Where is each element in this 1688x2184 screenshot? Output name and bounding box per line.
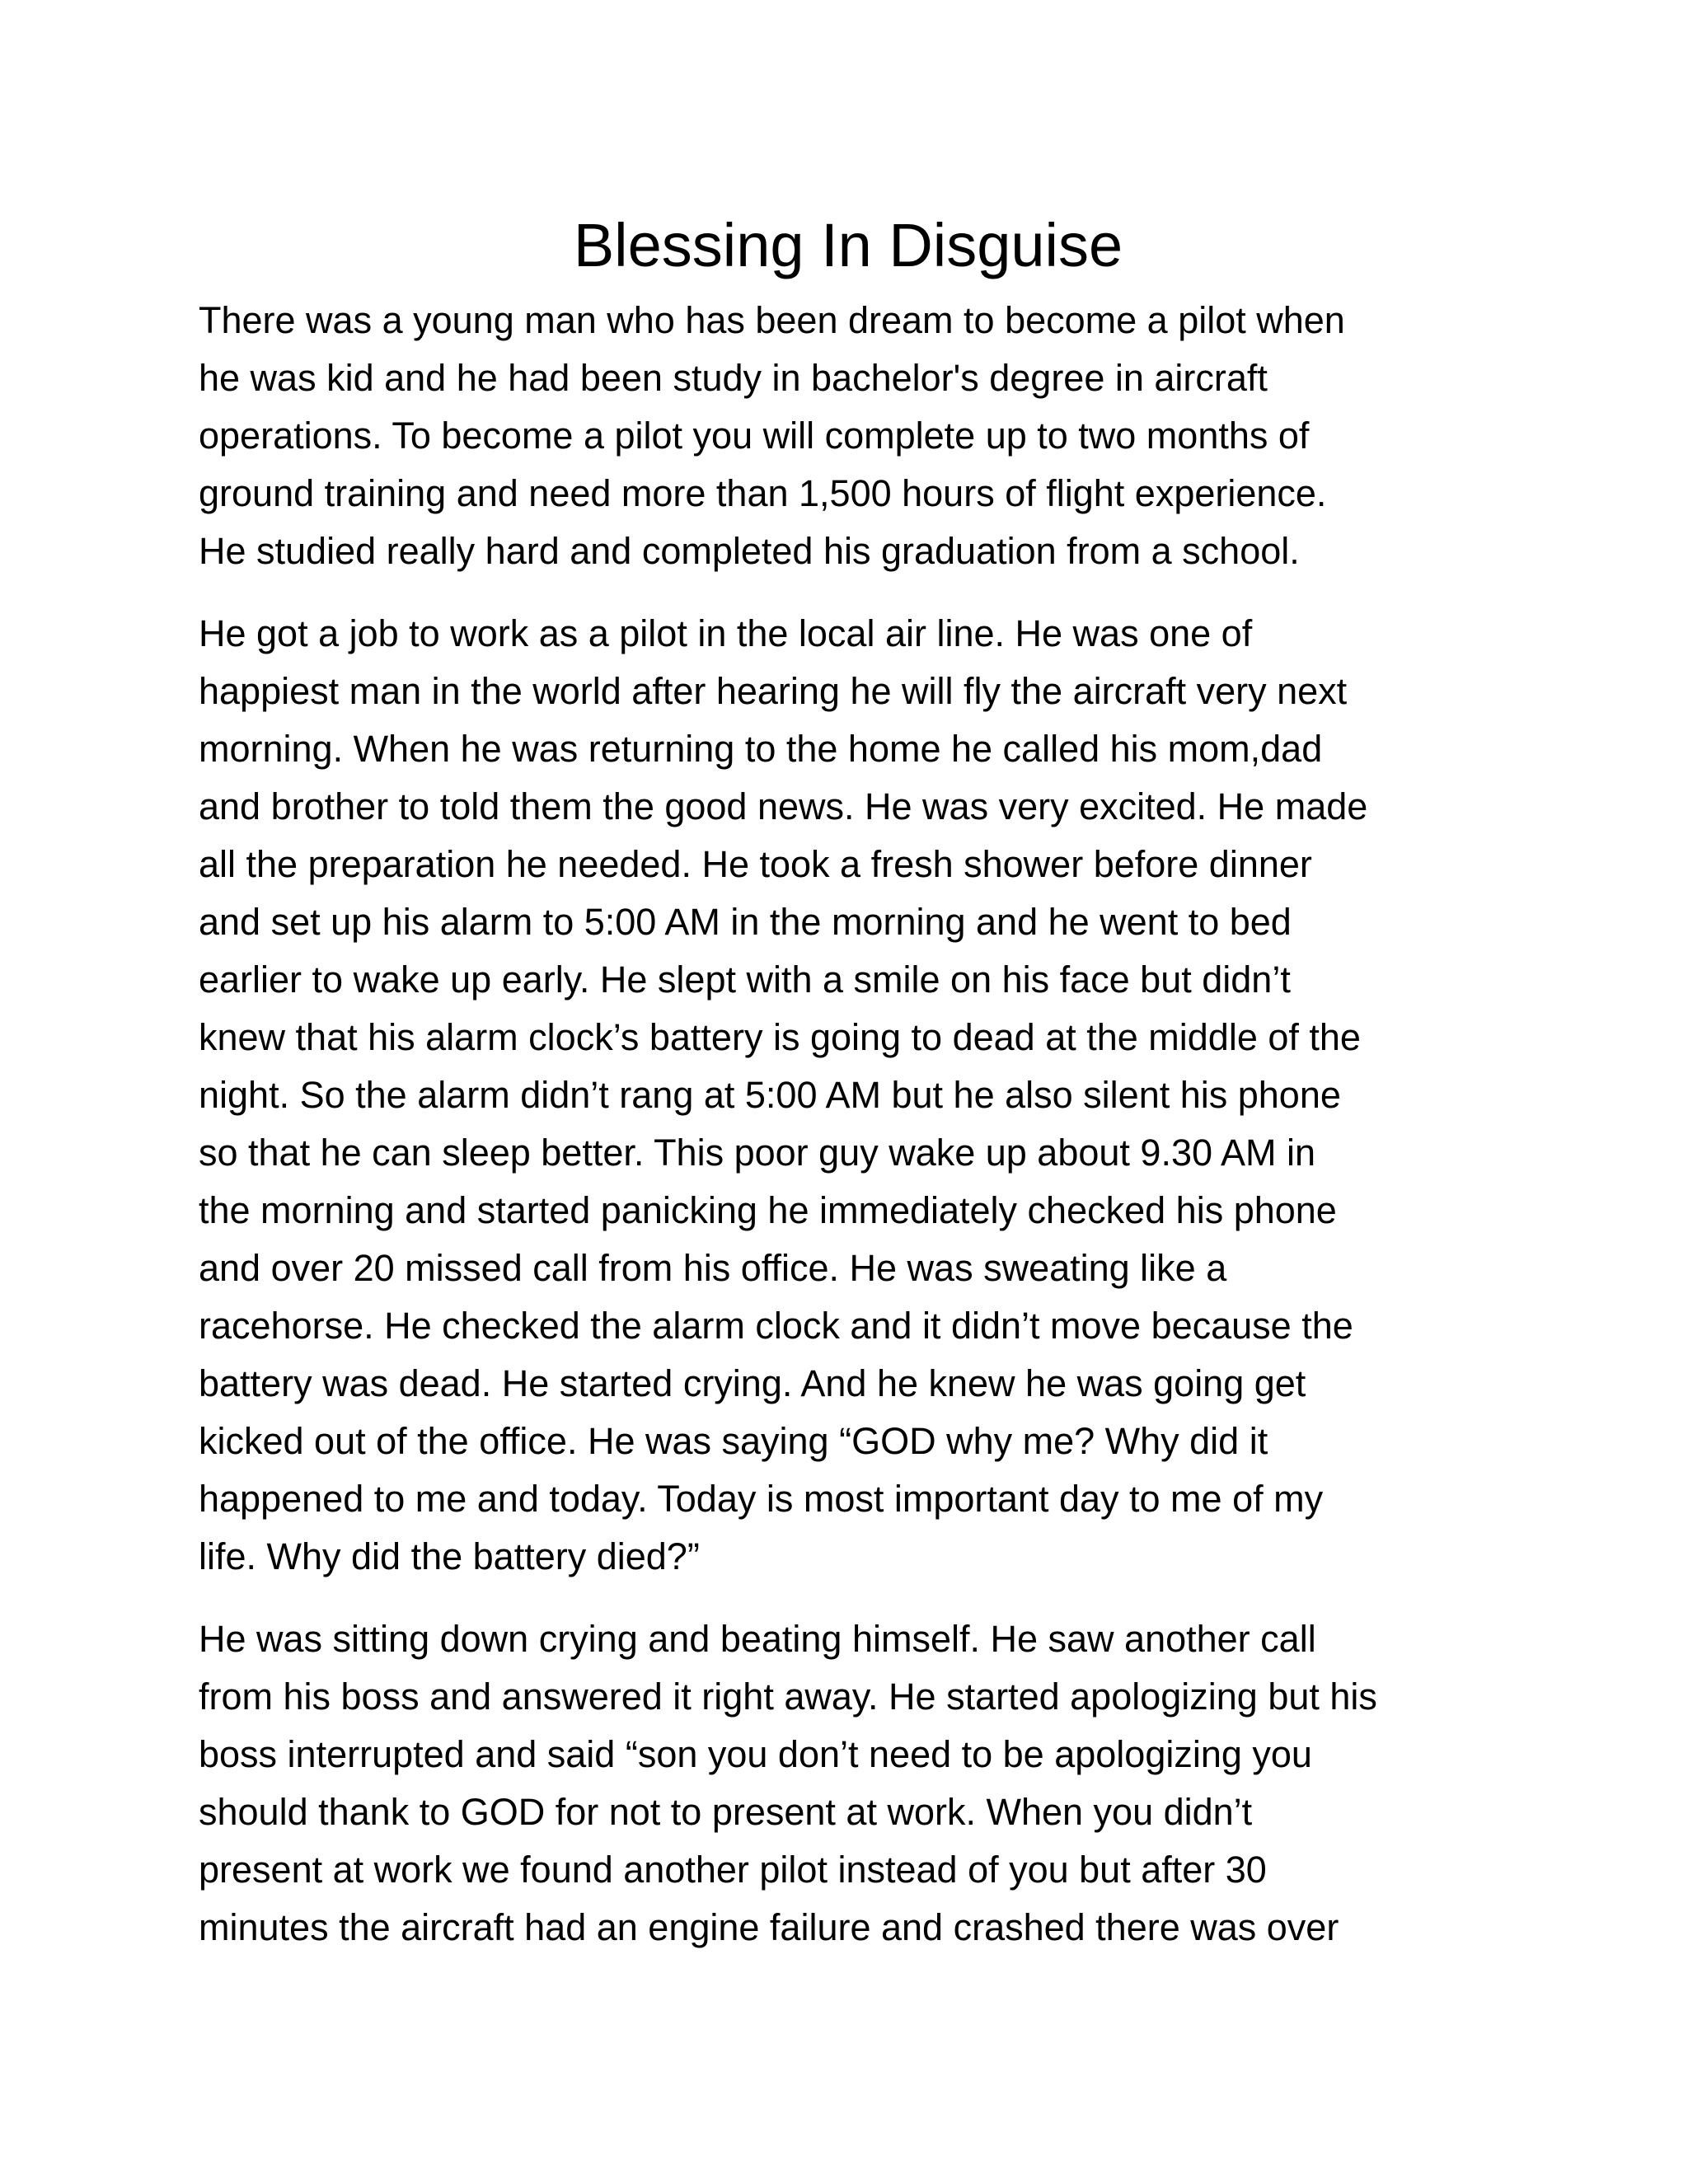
text-line: earlier to wake up early. He slept with a smile on his face but didn’t bbox=[199, 958, 1291, 1001]
text-line: happiest man in the world after hearing he will fly the aircraft very next bbox=[199, 670, 1348, 712]
text-line: and set up his alarm to 5:00 AM in the morning and he went to bed bbox=[199, 901, 1292, 943]
text-line: life. Why did the battery died?” bbox=[199, 1535, 700, 1577]
document-body bbox=[199, 292, 1534, 1981]
text-line: so that he can sleep better. This poor guy wake up about 9.30 AM in bbox=[199, 1132, 1316, 1174]
text-line: should thank to GOD for not to present at work. When you didn’t bbox=[199, 1791, 1253, 1833]
paragraph-1 bbox=[199, 292, 1534, 580]
text-line: night. So the alarm didn’t rang at 5:00 AM but he also silent his phone bbox=[199, 1074, 1341, 1116]
text-line: ground training and need more than 1,500 hours of flight experience. bbox=[199, 472, 1327, 514]
text-line: boss interrupted and said “son you don’t need to be apologizing you bbox=[199, 1733, 1312, 1775]
text-line: battery was dead. He started crying. And he knew he was going get bbox=[199, 1362, 1306, 1404]
text-line: operations. To become a pilot you will complete up to two months of bbox=[199, 415, 1310, 457]
text-line: knew that his alarm clock’s battery is going to dead at the middle of the bbox=[199, 1016, 1361, 1058]
text-line: He got a job to work as a pilot in the local air line. He was one of bbox=[199, 612, 1253, 654]
text-line: He was sitting down crying and beating himself. He saw another call bbox=[199, 1618, 1316, 1660]
paragraph-3 bbox=[199, 1610, 1534, 1957]
text-line: minutes the aircraft had an engine failure and crashed there was over bbox=[199, 1906, 1339, 1948]
text-line: kicked out of the office. He was saying “GOD why me? Why did it bbox=[199, 1420, 1268, 1462]
text-line: and over 20 missed call from his office. He was sweating like a bbox=[199, 1247, 1227, 1289]
text-line: There was a young man who has been dream to become a pilot when bbox=[199, 299, 1345, 341]
document-title: Blessing In Disguise bbox=[573, 211, 1123, 279]
text-line: morning. When he was returning to the home he called his mom,dad bbox=[199, 728, 1323, 770]
text-line: from his boss and answered it right away. He started apologizing but his bbox=[199, 1675, 1377, 1718]
text-line: present at work we found another pilot instead of you but after 30 bbox=[199, 1849, 1267, 1891]
text-line: and brother to told them the good news. He was very excited. He made bbox=[199, 785, 1368, 827]
text-line: the morning and started panicking he immediately checked his phone bbox=[199, 1189, 1337, 1231]
text-line: he was kid and he had been study in bachelor's degree in aircraft bbox=[199, 357, 1268, 399]
text-line: happened to me and today. Today is most important day to me of my bbox=[199, 1478, 1324, 1520]
text-line: He studied really hard and completed his graduation from a school. bbox=[199, 530, 1300, 572]
paragraph-2 bbox=[199, 605, 1534, 1586]
text-line: racehorse. He checked the alarm clock and it didn’t move because the bbox=[199, 1305, 1353, 1347]
text-line: all the preparation he needed. He took a fresh shower before dinner bbox=[199, 843, 1312, 885]
